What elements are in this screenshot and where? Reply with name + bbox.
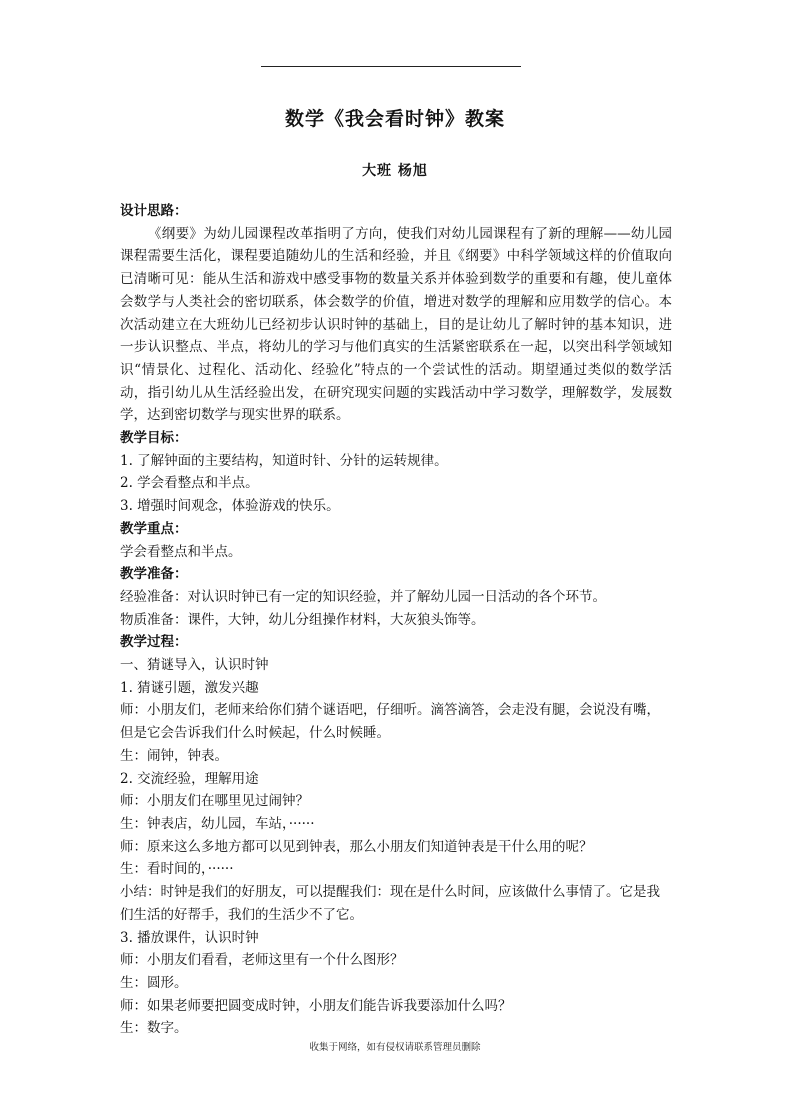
prep-material: 物质准备：课件，大钟，幼儿分组操作材料，大灰狼头饰等。	[120, 611, 485, 628]
process-line: 1. 猜谜引题，激发兴趣	[120, 679, 259, 696]
document-body	[120, 200, 672, 1040]
process-line: 生：圆形。	[120, 974, 188, 991]
process-line: 师：如果老师要把圆变成时钟，小朋友们能告诉我要添加什么吗？	[120, 997, 512, 1014]
process-line: 生：看时间的，······	[120, 861, 234, 878]
process-line: 生：闹钟，钟表。	[120, 747, 228, 764]
process-line: 师：小朋友们在哪里见过闹钟？	[120, 793, 309, 810]
process-line: 3. 播放课件，认识时钟	[120, 929, 259, 946]
process-line: 2. 交流经验，理解用途	[120, 770, 259, 787]
section-heading-design: 设计思路：	[120, 203, 188, 219]
focus-text: 学会看整点和半点。	[120, 543, 242, 560]
header-rule	[261, 66, 521, 67]
section-heading-prep: 教学准备：	[120, 566, 188, 583]
document-title: 数学《我会看时钟》教案	[284, 108, 505, 130]
goal-item: 2. 学会看整点和半点。	[120, 475, 259, 492]
goal-item: 1. 了解钟面的主要结构，知道时针、分针的运转规律。	[120, 452, 448, 469]
process-line: 小结：时钟是我们的好朋友，可以提醒我们：现在是什么时间，应该做什么事情了。它是我们生活的好帮手，我们的生活少不了它。	[120, 884, 660, 923]
section-heading-focus: 教学重点：	[120, 520, 188, 537]
section-heading-process: 教学过程：	[120, 634, 188, 651]
process-line: 生：钟表店，幼儿园，车站，······	[120, 815, 315, 832]
process-line: 一、猜谜导入，认识时钟	[120, 657, 269, 674]
process-line: 师：小朋友们看看，老师这里有一个什么图形？	[120, 952, 404, 969]
process-line: 师：原来这么多地方都可以见到钟表，那么小朋友们知道钟表是干什么用的呢？	[120, 838, 593, 855]
design-paragraph: 《纲要》为幼儿园课程改革指明了方向，使我们对幼儿园课程有了新的理解——幼儿园课程需要生活化，课程要追随幼儿的生活和经验，并且《纲要》中科学领域这样的价值取向已清晰可见：能从生活和游戏中感受事物的数量关系并体验到数学的重要和有趣，使儿童体会数学与人类社会的密切联系，体会数学的价值，增进对数学的理解和应用数学的信心。本次活动建立在大班幼儿已经初步认识时钟的基础上，目的是让幼儿了解时钟的基本知识，进一步认识整点、半点，将幼儿的学习与他们真实的生活紧密联系在一起，以突出科学领域知识“情景化、过程化、活动化、经验化”特点的一个尝试性的活动。期望通过类似的数学活动，指引幼儿从生活经验出发，在研究现实问题的实践活动中学习数学，理解数学，发展数学，达到密切数学与现实世界的联系。	[120, 225, 672, 424]
prep-experience: 经验准备：对认识时钟已有一定的知识经验，并了解幼儿园一日活动的各个环节。	[120, 588, 606, 605]
goal-item: 3. 增强时间观念，体验游戏的快乐。	[120, 498, 340, 515]
section-heading-goals: 教学目标：	[120, 430, 188, 447]
footer-note: 收集于网络，如有侵权请联系管理员删除	[309, 1042, 481, 1053]
author-line: 大班 杨旭	[362, 163, 428, 179]
process-line: 生：数字。	[120, 1020, 188, 1037]
process-line: 师：小朋友们，老师来给你们猜个谜语吧，仔细听。滴答滴答，会走没有腿，会说没有嘴，但是它会告诉我们什么时候起，什么时候睡。	[120, 702, 660, 742]
